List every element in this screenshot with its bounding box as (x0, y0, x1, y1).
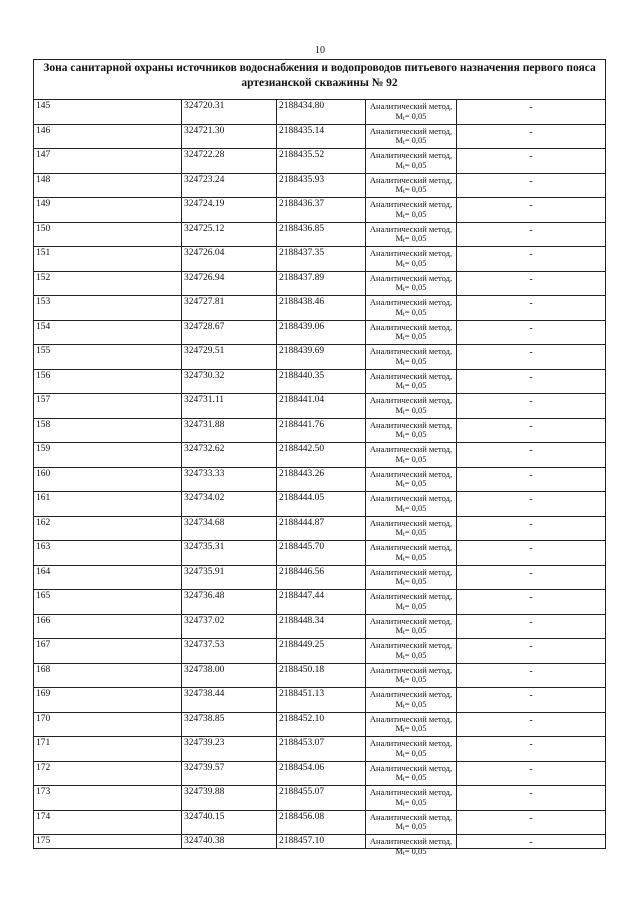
table-row (34, 174, 605, 199)
method-label: Аналитический метод, (369, 738, 453, 748)
table-row (34, 296, 605, 321)
x-coordinate-cell: 324733.33 (182, 468, 277, 492)
method-accuracy: $M_t= 0,05$ (395, 600, 427, 612)
table-row (34, 762, 605, 787)
x-coordinate-cell: 324739.88 (182, 786, 277, 810)
table-row (34, 786, 605, 811)
x-coordinate-cell: 324722.28 (182, 149, 277, 173)
accuracy-cell: - (529, 103, 533, 113)
x-coordinate-cell: 324735.31 (182, 541, 277, 565)
method-label: Аналитический метод, (369, 836, 453, 846)
method-cell (366, 688, 457, 712)
y-coordinate-cell: 2188442.50 (277, 443, 366, 467)
y-coordinate-cell: 2188444.05 (277, 492, 366, 516)
method-accuracy: $M_t= 0,05$ (395, 747, 427, 759)
method-accuracy: $M_t= 0,05$ (395, 772, 427, 783)
accuracy-cell: - (529, 544, 533, 554)
point-number-cell: 175 (34, 835, 182, 848)
method-accuracy: $M_t= 0,05$ (395, 282, 427, 293)
accuracy-cell: - (529, 274, 533, 285)
method-label: Аналитический метод, (369, 174, 453, 185)
x-coordinate-cell: 324724.19 (182, 198, 277, 222)
point-number-cell: 174 (34, 811, 182, 835)
x-coordinate-cell: 324734.68 (182, 517, 277, 541)
x-coordinate-cell: 324739.57 (182, 762, 277, 786)
method-accuracy: $M_t= 0,05$ (395, 208, 427, 220)
method-accuracy: $M_t= 0,05$ (395, 674, 427, 685)
table-row (34, 345, 605, 370)
point-number-cell: 160 (34, 468, 182, 492)
y-coordinate-cell: 2188443.26 (277, 468, 366, 492)
method-cell (366, 149, 457, 173)
point-number-cell: 170 (34, 713, 182, 737)
method-accuracy: $M_t= 0,05$ (395, 257, 427, 269)
accuracy-cell: - (529, 446, 533, 456)
accuracy-cell: - (529, 225, 533, 236)
method-label: Аналитический метод, (369, 150, 453, 160)
method-cell (366, 272, 457, 296)
y-coordinate-cell: 2188453.07 (277, 737, 366, 761)
method-accuracy: $M_t= 0,05$ (395, 233, 427, 244)
accuracy-cell: - (529, 348, 533, 358)
method-cell (366, 247, 457, 271)
y-coordinate-cell: 2188441.04 (277, 394, 366, 418)
method-cell (366, 223, 457, 247)
point-number-cell: 162 (34, 517, 182, 541)
accuracy-cell: - (529, 495, 533, 505)
point-number-cell: 153 (34, 296, 182, 320)
method-accuracy: $M_t= 0,05$ (395, 723, 427, 734)
x-coordinate-cell: 324729.51 (182, 345, 277, 369)
accuracy-cell: - (529, 740, 533, 750)
table-row (34, 394, 605, 419)
accuracy-cell: - (529, 201, 533, 211)
method-label: Аналитический метод, (369, 689, 453, 699)
point-number-cell: 151 (34, 247, 182, 271)
method-accuracy: $M_t= 0,05$ (395, 355, 427, 367)
method-accuracy: $M_t= 0,05$ (395, 159, 427, 171)
accuracy-cell: - (529, 764, 533, 775)
method-cell (366, 713, 457, 737)
accuracy-cell: - (529, 789, 533, 799)
x-coordinate-cell: 324726.94 (182, 272, 277, 296)
table-row (34, 247, 605, 272)
x-coordinate-cell: 324731.11 (182, 394, 277, 418)
y-coordinate-cell: 2188451.13 (277, 688, 366, 712)
method-label: Аналитический метод, (369, 101, 453, 111)
method-accuracy: $M_t= 0,05$ (395, 625, 427, 636)
method-label: Аналитический метод, (369, 566, 453, 577)
y-coordinate-cell: 2188444.87 (277, 517, 366, 541)
table-row (34, 517, 605, 542)
table-row (34, 713, 605, 738)
x-coordinate-cell: 324725.12 (182, 223, 277, 247)
method-cell (366, 345, 457, 369)
x-coordinate-cell: 324720.31 (182, 100, 277, 124)
point-number-cell: 165 (34, 590, 182, 614)
accuracy-cell: - (529, 593, 533, 603)
method-cell (366, 125, 457, 149)
y-coordinate-cell: 2188456.08 (277, 811, 366, 835)
y-coordinate-cell: 2188435.93 (277, 174, 366, 198)
method-cell (366, 492, 457, 516)
method-cell (366, 296, 457, 320)
table-row (34, 688, 605, 713)
method-cell (366, 394, 457, 418)
method-cell (366, 786, 457, 810)
method-accuracy: $M_t= 0,05$ (395, 698, 427, 710)
x-coordinate-cell: 324738.44 (182, 688, 277, 712)
y-coordinate-cell: 2188447.44 (277, 590, 366, 614)
method-label: Аналитический метод, (369, 395, 453, 405)
method-accuracy: $M_t= 0,05$ (395, 135, 427, 146)
table-row (34, 541, 605, 566)
method-label: Аналитический метод, (369, 419, 453, 430)
method-accuracy: $M_t= 0,05$ (395, 404, 427, 416)
method-cell (366, 517, 457, 541)
y-coordinate-cell: 2188448.34 (277, 615, 366, 639)
method-label: Аналитический метод, (369, 199, 453, 209)
method-label: Аналитический метод, (369, 591, 453, 601)
method-cell (366, 468, 457, 492)
method-accuracy: $M_t= 0,05$ (395, 576, 427, 587)
method-label: Аналитический метод, (369, 321, 453, 332)
accuracy-cell: - (529, 691, 533, 701)
method-cell (366, 811, 457, 835)
table-row (34, 590, 605, 615)
method-label: Аналитический метод, (369, 811, 453, 822)
method-cell (366, 639, 457, 663)
accuracy-cell: - (529, 838, 533, 848)
method-label: Аналитический метод, (369, 223, 453, 234)
point-number-cell: 154 (34, 321, 182, 345)
point-number-cell: 158 (34, 419, 182, 443)
point-number-cell: 169 (34, 688, 182, 712)
y-coordinate-cell: 2188440.35 (277, 370, 366, 394)
y-coordinate-cell: 2188438.46 (277, 296, 366, 320)
method-label: Аналитический метод, (369, 640, 453, 650)
table-row (34, 811, 605, 836)
accuracy-cell: - (529, 421, 533, 432)
method-cell (366, 664, 457, 688)
point-number-cell: 166 (34, 615, 182, 639)
method-label: Аналитический метод, (369, 493, 453, 503)
method-accuracy: $M_t= 0,05$ (395, 306, 427, 318)
method-accuracy: $M_t= 0,05$ (395, 821, 427, 832)
y-coordinate-cell: 2188436.85 (277, 223, 366, 247)
point-number-cell: 171 (34, 737, 182, 761)
x-coordinate-cell: 324721.30 (182, 125, 277, 149)
method-accuracy: $M_t= 0,05$ (395, 478, 427, 489)
method-label: Аналитический метод, (369, 297, 453, 307)
accuracy-cell: - (529, 666, 533, 677)
table-row (34, 272, 605, 297)
x-coordinate-cell: 324738.00 (182, 664, 277, 688)
method-cell (366, 370, 457, 394)
point-number-cell: 161 (34, 492, 182, 516)
x-coordinate-cell: 324738.85 (182, 713, 277, 737)
accuracy-cell: - (529, 813, 533, 824)
table-row (34, 198, 605, 223)
method-cell (366, 541, 457, 565)
table-row (34, 664, 605, 689)
y-coordinate-cell: 2188436.37 (277, 198, 366, 222)
point-number-cell: 159 (34, 443, 182, 467)
y-coordinate-cell: 2188445.70 (277, 541, 366, 565)
table-row (34, 100, 605, 125)
table-row (34, 443, 605, 468)
accuracy-cell: - (529, 176, 533, 187)
x-coordinate-cell: 324730.32 (182, 370, 277, 394)
x-coordinate-cell: 324737.02 (182, 615, 277, 639)
table-row (34, 835, 605, 857)
method-cell (366, 737, 457, 761)
point-number-cell: 156 (34, 370, 182, 394)
x-coordinate-cell: 324740.15 (182, 811, 277, 835)
table-row (34, 492, 605, 517)
y-coordinate-cell: 2188434.80 (277, 100, 366, 124)
method-accuracy: $M_t= 0,05$ (395, 502, 427, 514)
method-label: Аналитический метод, (369, 542, 453, 552)
accuracy-cell: - (529, 568, 533, 579)
point-number-cell: 173 (34, 786, 182, 810)
method-label: Аналитический метод, (369, 346, 453, 356)
table-row (34, 223, 605, 248)
y-coordinate-cell: 2188439.06 (277, 321, 366, 345)
method-accuracy: $M_t= 0,05$ (395, 453, 427, 465)
method-cell (366, 566, 457, 590)
x-coordinate-cell: 324727.81 (182, 296, 277, 320)
accuracy-cell: - (529, 715, 533, 726)
y-coordinate-cell: 2188457.10 (277, 835, 366, 848)
method-accuracy: $M_t= 0,05$ (395, 110, 427, 122)
point-number-cell: 146 (34, 125, 182, 149)
table-row (34, 468, 605, 493)
y-coordinate-cell: 2188441.76 (277, 419, 366, 443)
point-number-cell: 145 (34, 100, 182, 124)
method-cell (366, 419, 457, 443)
method-label: Аналитический метод, (369, 248, 453, 258)
y-coordinate-cell: 2188446.56 (277, 566, 366, 590)
method-label: Аналитический метод, (369, 713, 453, 724)
y-coordinate-cell: 2188435.52 (277, 149, 366, 173)
table-row (34, 566, 605, 591)
method-label: Аналитический метод, (369, 762, 453, 773)
method-accuracy: $M_t= 0,05$ (395, 649, 427, 661)
y-coordinate-cell: 2188452.10 (277, 713, 366, 737)
table-row (34, 737, 605, 762)
table-title: Зона санитарной охраны источников водоснабжения и водопроводов питьевого назначения первого пояса артезианской скважины № 92 (34, 60, 605, 100)
y-coordinate-cell: 2188437.89 (277, 272, 366, 296)
method-accuracy: $M_t= 0,05$ (395, 184, 427, 195)
point-number-cell: 164 (34, 566, 182, 590)
y-coordinate-cell: 2188450.18 (277, 664, 366, 688)
table-body (34, 100, 605, 857)
point-number-cell: 155 (34, 345, 182, 369)
method-cell (366, 590, 457, 614)
y-coordinate-cell: 2188437.35 (277, 247, 366, 271)
method-label: Аналитический метод, (369, 444, 453, 454)
table-row (34, 615, 605, 640)
x-coordinate-cell: 324732.62 (182, 443, 277, 467)
method-cell (366, 835, 457, 857)
point-number-cell: 147 (34, 149, 182, 173)
method-accuracy: $M_t= 0,05$ (395, 429, 427, 440)
point-number-cell: 157 (34, 394, 182, 418)
method-accuracy: $M_t= 0,05$ (395, 551, 427, 563)
accuracy-cell: - (529, 152, 533, 162)
y-coordinate-cell: 2188449.25 (277, 639, 366, 663)
point-number-cell: 150 (34, 223, 182, 247)
accuracy-cell: - (529, 372, 533, 383)
x-coordinate-cell: 324723.24 (182, 174, 277, 198)
point-number-cell: 163 (34, 541, 182, 565)
method-label: Аналитический метод, (369, 370, 453, 381)
method-cell (366, 615, 457, 639)
point-number-cell: 167 (34, 639, 182, 663)
x-coordinate-cell: 324740.38 (182, 835, 277, 848)
method-cell (366, 321, 457, 345)
x-coordinate-cell: 324737.53 (182, 639, 277, 663)
table-row (34, 639, 605, 664)
x-coordinate-cell: 324728.67 (182, 321, 277, 345)
y-coordinate-cell: 2188454.06 (277, 762, 366, 786)
accuracy-cell: - (529, 470, 533, 481)
x-coordinate-cell: 324731.88 (182, 419, 277, 443)
method-label: Аналитический метод, (369, 787, 453, 797)
y-coordinate-cell: 2188439.69 (277, 345, 366, 369)
y-coordinate-cell: 2188455.07 (277, 786, 366, 810)
method-cell (366, 174, 457, 198)
point-number-cell: 152 (34, 272, 182, 296)
table-row (34, 149, 605, 174)
method-cell (366, 198, 457, 222)
method-label: Аналитический метод, (369, 517, 453, 528)
accuracy-cell: - (529, 299, 533, 309)
method-label: Аналитический метод, (369, 615, 453, 626)
accuracy-cell: - (529, 127, 533, 138)
method-label: Аналитический метод, (369, 468, 453, 479)
x-coordinate-cell: 324734.02 (182, 492, 277, 516)
accuracy-cell: - (529, 642, 533, 652)
accuracy-cell: - (529, 617, 533, 628)
method-accuracy: $M_t= 0,05$ (395, 527, 427, 538)
table-row (34, 419, 605, 444)
method-accuracy: $M_t= 0,05$ (395, 380, 427, 391)
accuracy-cell: - (529, 397, 533, 407)
x-coordinate-cell: 324735.91 (182, 566, 277, 590)
point-number-cell: 149 (34, 198, 182, 222)
x-coordinate-cell: 324739.23 (182, 737, 277, 761)
method-cell (366, 762, 457, 786)
table-row (34, 321, 605, 346)
accuracy-cell: - (529, 250, 533, 260)
method-accuracy: $M_t= 0,05$ (395, 796, 427, 808)
method-cell (366, 100, 457, 124)
table-row (34, 370, 605, 395)
accuracy-cell: - (529, 519, 533, 530)
y-coordinate-cell: 2188435.14 (277, 125, 366, 149)
method-label: Аналитический метод, (369, 664, 453, 675)
x-coordinate-cell: 324736.48 (182, 590, 277, 614)
method-label: Аналитический метод, (369, 272, 453, 283)
page-number: 10 (315, 45, 325, 56)
point-number-cell: 148 (34, 174, 182, 198)
point-number-cell: 172 (34, 762, 182, 786)
coordinates-table (33, 59, 606, 857)
method-accuracy: $M_t= 0,05$ (395, 845, 427, 857)
method-label: Аналитический метод, (369, 125, 453, 136)
table-row (34, 125, 605, 150)
method-cell (366, 443, 457, 467)
accuracy-cell: - (529, 323, 533, 334)
method-accuracy: $M_t= 0,05$ (395, 331, 427, 342)
point-number-cell: 168 (34, 664, 182, 688)
x-coordinate-cell: 324726.04 (182, 247, 277, 271)
